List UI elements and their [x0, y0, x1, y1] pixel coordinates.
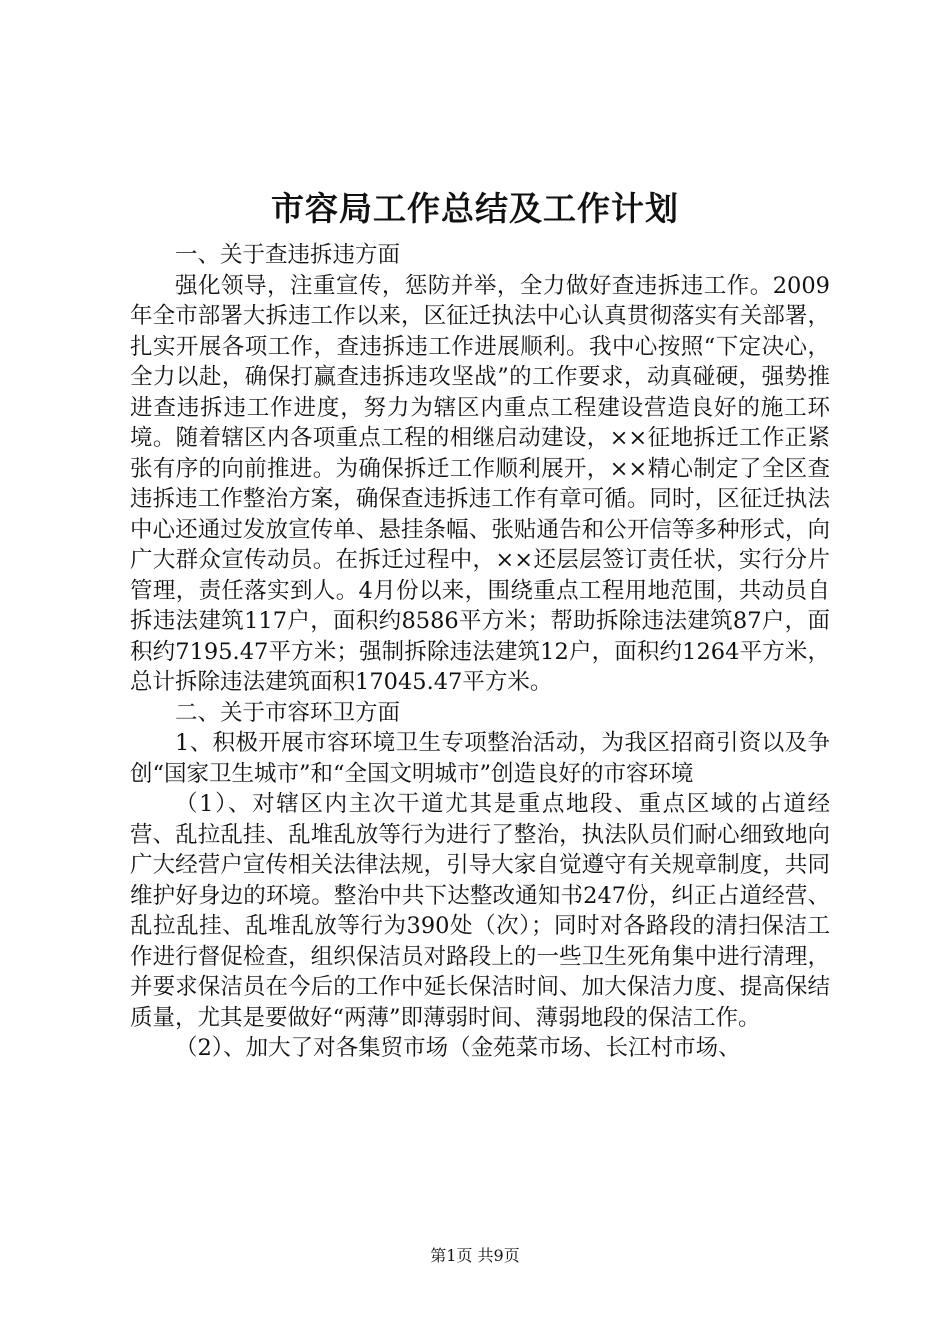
page-number: 第1页 共9页: [430, 1246, 520, 1265]
document-title: 市容局工作总结及工作计划: [271, 189, 679, 228]
paragraph-demolition: 强化领导，注重宣传，惩防并举，全力做好查违拆违工作。2009年全市部署大拆违工作以来，区征迁执法中心认真贯彻落实有关部署，扎实开展各项工作，查违拆违工作进展顺利。我中心按照“下定决心，全力以赴，确保打赢查违拆违攻坚战”的工作要求，动真碰硬，强势推进查违拆违工作进度，努力为辖区内重点工程建设营造良好的施工环境。随着辖区内各项重点工程的相继启动建设，××征地拆迁工作正紧张有序的向前推进。为确保拆迁工作顺利展开，××精心制定了全区查违拆违工作整治方案，确保查违拆违工作有章可循。同时，区征迁执法中心还通过发放宣传单、悬挂条幅、张贴通告和公开信等多种形式，向广大群众宣传动员。在拆迁过程中，××还层层签订责任状，实行分片管理，责任落实到人。4月份以来，围绕重点工程用地范围，共动员自拆违法建筑117户，面积约8586平方米；帮助拆除违法建筑87户，面积约7195.47平方米；强制拆除违法建筑12户，面积约1264平方米，总计拆除违法建筑面积17045.47平方米。: [130, 272, 830, 695]
paragraph-sanitation-item-2: （2）、加大了对各集贸市场（金苑菜市场、长江村市场、: [175, 1035, 741, 1061]
paragraph-sanitation-item-1: （1）、对辖区内主次干道尤其是重点地段、重点区域的占道经营、乱拉乱挂、乱堆乱放等行为进行了整治，执法队员们耐心细致地向广大经营户宣传相关法律法规，引导大家自觉遵守有关规章制度，共同维护好身边的环境。整治中共下达整改通知书247份，纠正占道经营、乱拉乱挂、乱堆乱放等行为390处（次）；同时对各路段的清扫保洁工作进行督促检查，组织保洁员对路段上的一些卫生死角集中进行清理，并要求保洁员在今后的工作中延长保洁时间、加大保洁力度、提高保结质量，尤其是要做好“两薄”即薄弱时间、薄弱地段的保洁工作。: [130, 791, 830, 1031]
paragraph-sanitation-intro: 1、积极开展市容环境卫生专项整治活动，为我区招商引资以及争创“国家卫生城市”和“全国文明城市”创造良好的市容环境: [130, 730, 830, 787]
section-heading-demolition: 一、关于查违拆违方面: [175, 242, 401, 268]
section-heading-sanitation: 二、关于市容环卫方面: [175, 699, 401, 726]
document-body: [130, 240, 830, 1064]
